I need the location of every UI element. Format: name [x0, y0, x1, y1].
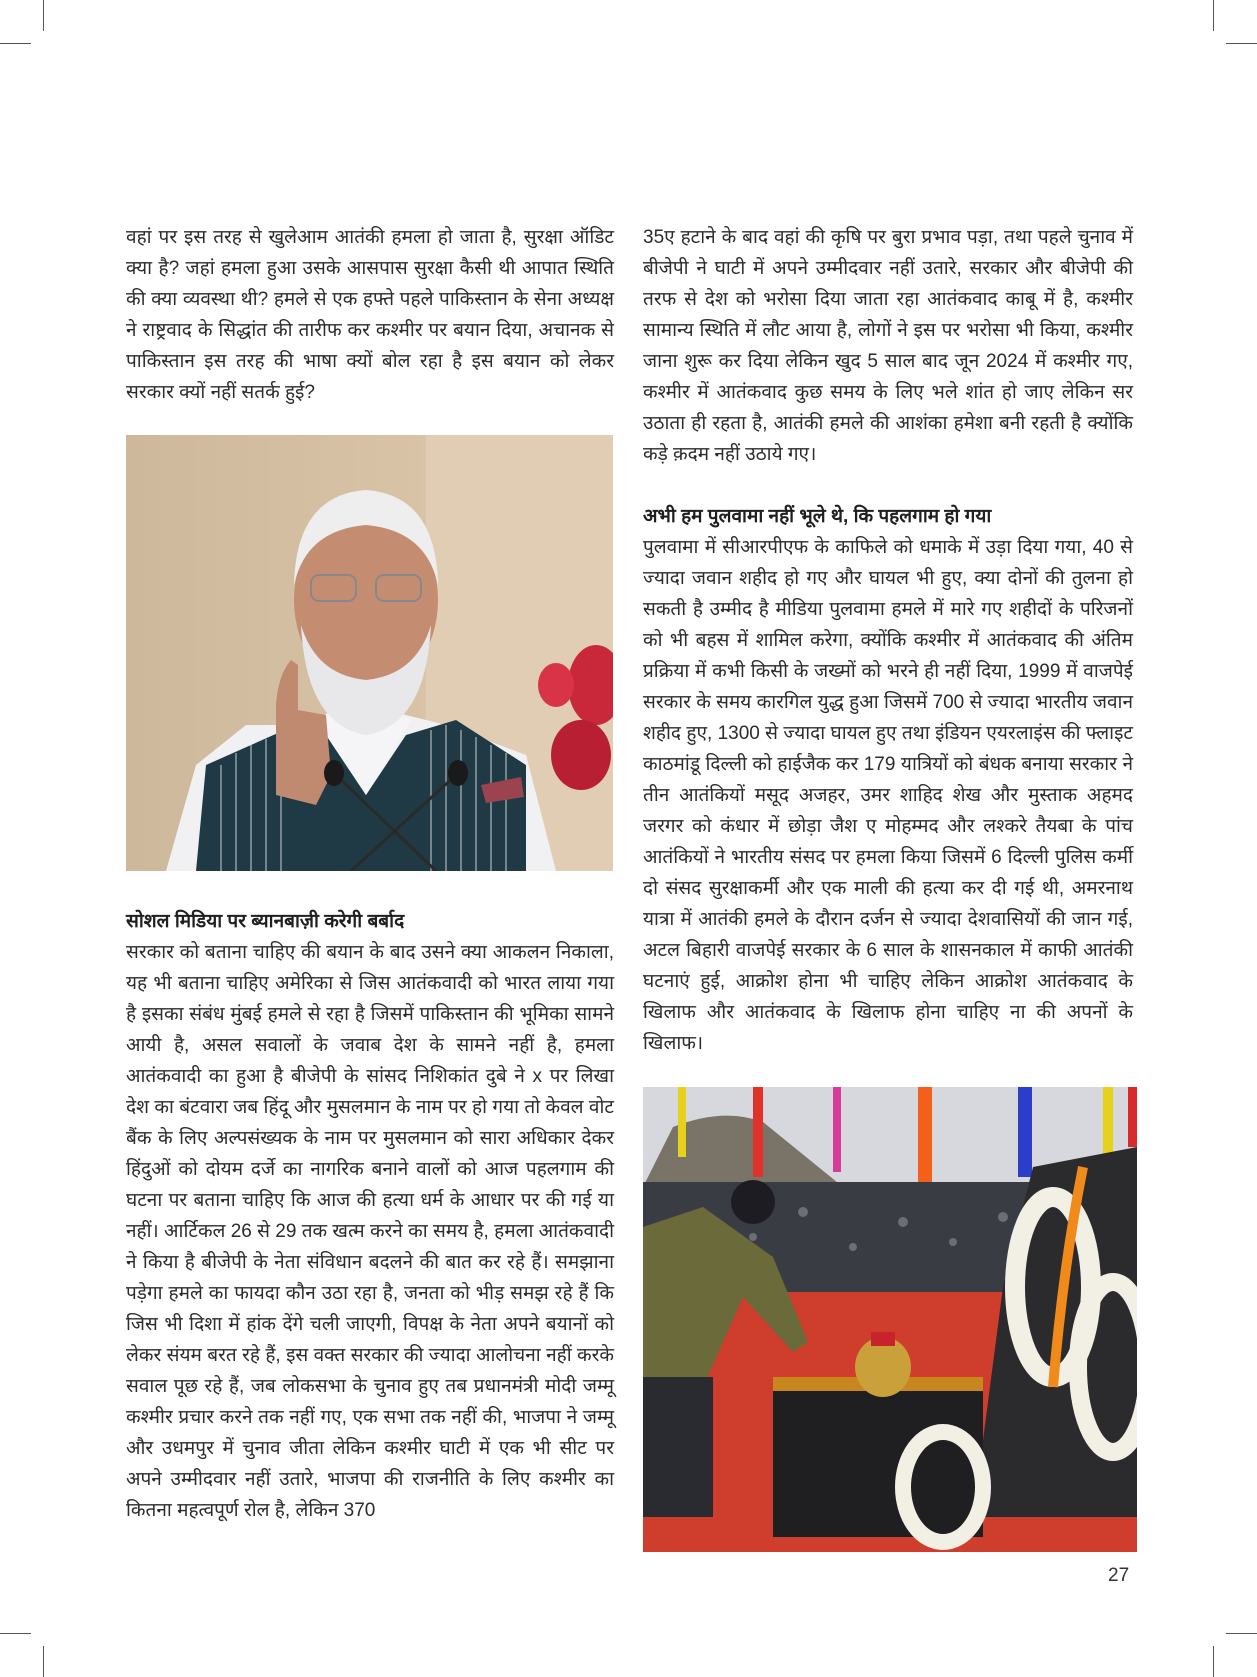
crop-mark-top-left-h	[0, 43, 31, 44]
crop-mark-top-left-v	[43, 0, 44, 31]
left-column	[126, 222, 614, 408]
crop-mark-top-right-v	[1213, 0, 1214, 31]
memorial-photo-illustration	[643, 1087, 1137, 1552]
photo-modi-speaking	[126, 435, 613, 871]
crop-mark-bottom-right-h	[1226, 1633, 1257, 1634]
modi-photo-illustration	[126, 435, 613, 871]
crop-mark-bottom-left-h	[0, 1633, 31, 1634]
crop-mark-top-right-h	[1226, 43, 1257, 44]
crop-mark-bottom-right-v	[1213, 1646, 1214, 1677]
section-paragraph-left: सरकार को बताना चाहिए की बयान के बाद उसने क्या आकलन निकाला, यह भी बताना चाहिए अमेरिका से जिस आतंकवादी को भारत लाया गया है इसका संबंध मुंबई हमले से रहा है जिसमें पाकिस्तान की भूमिका सामने आयी है, असल सवालों के जवाब देश के सामने नहीं है, हमला आतंकवादी का हुआ है बीजेपी के सांसद निशिकांत दुबे ने x पर लिखा देश का बंटवारा जब हिंदू और मुसलमान के नाम पर हो गया तो केवल वोट बैंक के लिए अल्पसंख्यक के नाम पर मुसलमान को सारा अधिकार देकर हिंदुओं को दोयम दर्जे का नागरिक बनाने वालों को आज पहलगाम की घटना पर बताना चाहिए कि आज की हत्या धर्म के आधार पर की गई या नहीं। आर्टिकल 26 से 29 तक खत्म करने का समय है, हमला आतंकवादी ने किया है बीजेपी के नेता संविधान बदलने की बात कर रहे हैं। समझाना पड़ेगा हमले का फायदा कौन उठा रहा है, जनता को भीड़ समझ रहे हैं कि जिस भी दिशा में हांक देंगे चली जाएगी, विपक्ष के नेता अपने बयानों को लेकर संयम बरत रहे हैं, इस वक्त सरकार की ज्यादा आलोचना नहीं करके सवाल पूछ रहे हैं, जब लोकसभा के चुनाव हुए तब प्रधानमंत्री मोदी जम्मू कश्मीर प्रचार करने तक नहीं गए, एक सभा तक नहीं की, भाजपा ने जम्मू और उधमपुर में चुनाव जीता लेकिन कश्मीर घाटी में एक भी सीट पर अपने उम्मीदवार नहीं उतारे, भाजपा की राजनीति के लिए कश्मीर का कितना महत्वपूर्ण रोल है, लेकिन 370	[126, 942, 614, 1521]
photo-crpf-memorial	[643, 1087, 1137, 1552]
section-paragraph-right: पुलवामा में सीआरपीएफ के काफिले को धमाके में उड़ा दिया गया, 40 से ज्यादा जवान शहीद हो गए और घायल भी हुए, क्या दोनों की तुलना हो सकती है उम्मीद है मीडिया पुलवामा हमले में मारे गए शहीदों के परिजनों को भी बहस में शामिल करेगा, क्योंकि कश्मीर में आतंकवाद की अंतिम प्रक्रिया में कभी किसी के जख्मों को भरने ही नहीं दिया, 1999 में वाजपेई सरकार के समय कारगिल युद्ध हुआ जिसमें 700 से ज्यादा भारतीय जवान शहीद हुए, 1300 से ज्यादा घायल हुए तथा इंडियन एयरलाइंस की फ्लाइट काठमांडू दिल्ली को हाईजैक कर 179 यात्रियों को बंधक बनाया सरकार ने तीन आतंकियों मसूद अजहर, उमर शाहिद शेख और मुस्ताक अहमद जरगर को कंधार में छोड़ा जैश ए मोहम्मद और लश्करे तैयबा के पांच आतंकियों ने भारतीय संसद पर हमला किया जिसमें 6 दिल्ली पुलिस कर्मी दो संसद सुरक्षाकर्मी और एक माली की हत्या कर दी गई थी, अमरनाथ यात्रा में आतंकी हमले के दौरान दर्जन से ज्यादा देशवासियों की जान गई, अटल बिहारी वाजपेई सरकार के 6 साल के शासनकाल में काफी आतंकी घटनाएं हुई, आक्रोश होना भी चाहिए लेकिन आक्रोश आतंकवाद के खिलाफ और आतंकवाद के खिलाफ होना चाहिए ना की अपनों के खिलाफ।	[643, 537, 1133, 1054]
section-heading-social-media: सोशल मिडिया पर ब्यानबाज़ी करेगी बर्बाद	[126, 911, 405, 932]
section-heading-pulwama: अभी हम पुलवामा नहीं भूले थे, कि पहलगाम हो गया	[643, 506, 992, 527]
intro-paragraph: वहां पर इस तरह से खुलेआम आतंकी हमला हो जाता है, सुरक्षा ऑडिट क्या है? जहां हमला हुआ उसके आसपास सुरक्षा कैसी थी आपात स्थिति की क्या व्यवस्था थी? हमले से एक हफ्ते पहले पाकिस्तान के सेना अध्यक्ष ने राष्ट्रवाद के सिद्धांत की तारीफ कर कश्मीर पर बयान दिया, अचानक से पाकिस्तान इस तरह की भाषा क्यों बोल रहा है इस बयान को लेकर सरकार क्यों नहीं सतर्क हुई?	[126, 227, 614, 403]
crop-mark-bottom-left-v	[43, 1646, 44, 1677]
left-section	[126, 906, 614, 1526]
page-number: 27	[1108, 1565, 1130, 1586]
continuation-paragraph: 35ए हटाने के बाद वहां की कृषि पर बुरा प्रभाव पड़ा, तथा पहले चुनाव में बीजेपी ने घाटी में अपने उम्मीदवार नहीं उतारे, सरकार और बीजेपी की तरफ से देश को भरोसा दिया जाता रहा आतंकवाद काबू में है, कश्मीर सामान्य स्थिति में लौट आया है, लोगों ने इस पर भरोसा भी किया, कश्मीर जाना शुरू कर दिया लेकिन खुद 5 साल बाद जून 2024 में कश्मीर गए, कश्मीर में आतंकवाद कुछ समय के लिए भले शांत हो जाए लेकिन सर उठाता ही रहता है, आतंकी हमले की आशंका हमेशा बनी रहती है क्योंकि कड़े क़दम नहीं उठाये गए।	[643, 227, 1133, 465]
right-column	[643, 222, 1133, 1059]
